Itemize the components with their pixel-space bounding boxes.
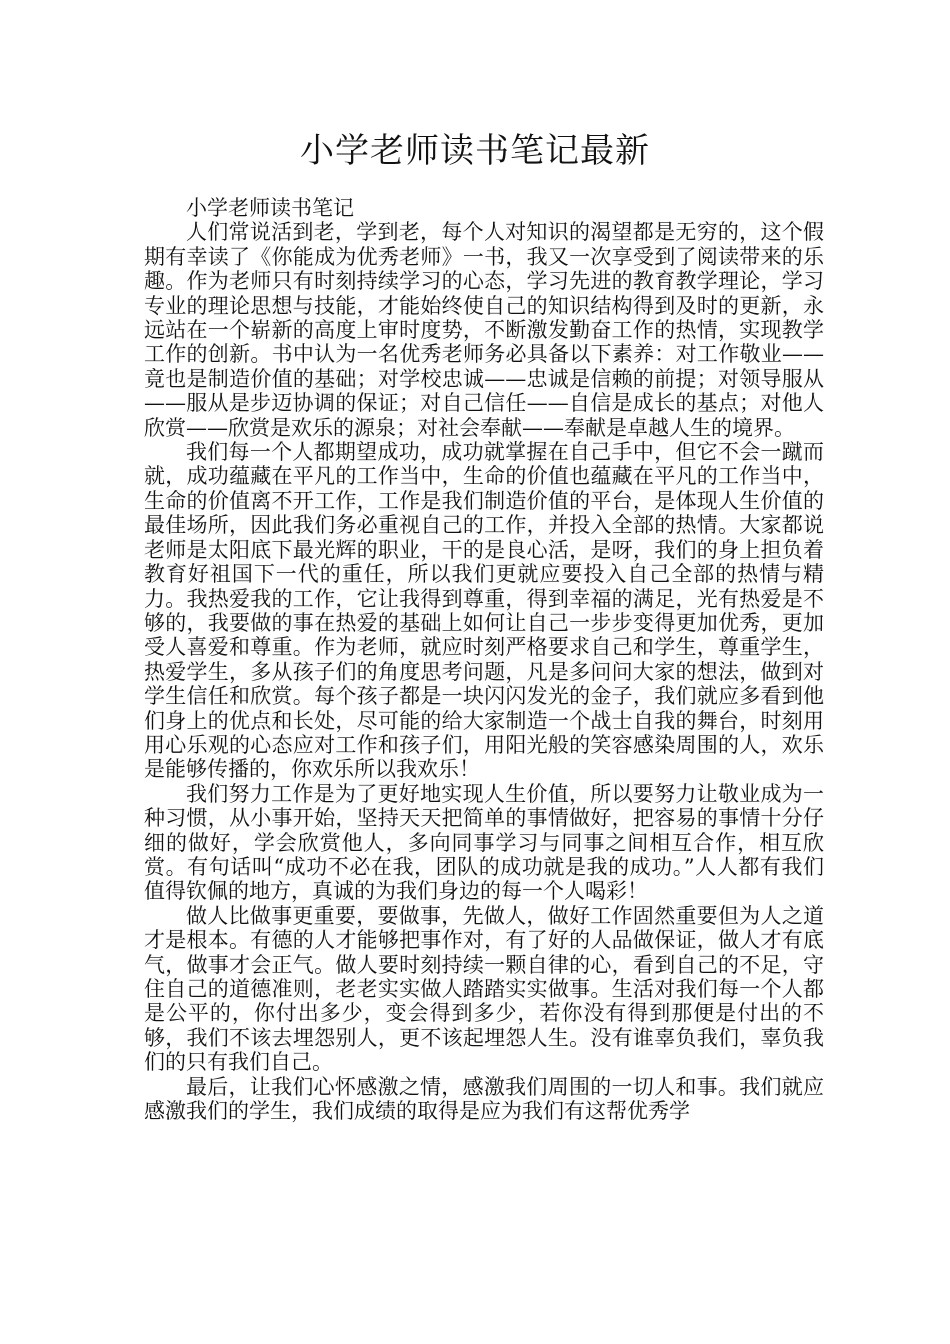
paragraph: 做人比做事更重要，要做事，先做人，做好工作固然重要但为人之道才是根本。有德的人才能够把事作对，有了好的人品做保证，做人才有底气，做事才会正气。做人要时刻持续一颗自律的心，看到自己的不足，守住自己的道德准则，老老实实做人踏踏实实做事。生活对我们每一个人都是公平的，你付出多少，变会得到多少，若你没有得到那便是付出的不够，我们不该去埋怨别人，更不该起埋怨人生。没有谁辜负我们，辜负我们的只有我们自己。 [144, 903, 824, 1075]
paragraph: 我们努力工作是为了更好地实现人生价值，所以要努力让敬业成为一种习惯，从小事开始，坚持天天把简单的事情做好，把容易的事情十分仔细的做好，学会欣赏他人，多向同事学习与同事之间相互合作，相互欣赏。有句话叫“成功不必在我，团队的成功就是我的成功。”人人都有我们值得钦佩的地方，真诚的为我们身边的每一个人喝彩！ [144, 781, 824, 904]
paragraph: 人们常说活到老，学到老，每个人对知识的渴望都是无穷的，这个假期有幸读了《你能成为优秀老师》一书，我又一次享受到了阅读带来的乐趣。作为老师只有时刻持续学习的心态，学习先进的教育教学理论，学习专业的理论思想与技能，才能始终使自己的知识结构得到及时的更新，永远站在一个崭新的高度上审时度势，不断激发勤奋工作的热情，实现教学工作的创新。书中认为一名优秀老师务必具备以下素养：对工作敬业——竟也是制造价值的基础；对学校忠诚——忠诚是信赖的前提；对领导服从——服从是步迈协调的保证；对自己信任——自信是成长的基点；对他人欣赏——欣赏是欢乐的源泉；对社会奉献——奉献是卓越人生的境界。 [144, 220, 824, 440]
paragraph: 我们每一个人都期望成功，成功就掌握在自己手中，但它不会一蹴而就，成功蕴藏在平凡的工作当中，生命的价值也蕴藏在平凡的工作当中，生命的价值离不开工作，工作是我们制造价值的平台，是体现人生价值的最佳场所，因此我们务必重视自己的工作，并投入全部的热情。大家都说老师是太阳底下最光辉的职业，干的是良心活，是呀，我们的身上担负着教育好祖国下一代的重任，所以我们更就应要投入自己全部的热情与精力。我热爱我的工作，它让我得到尊重，得到幸福的满足，光有热爱是不够的，我要做的事在热爱的基础上如何让自己一步步变得更加优秀，更加受人喜爱和尊重。作为老师，就应时刻严格要求自己和学生，尊重学生，热爱学生，多从孩子们的角度思考问题，凡是多问问大家的想法，做到对学生信任和欣赏。每个孩子都是一块闪闪发光的金子，我们就应多看到他们身上的优点和长处，尽可能的给大家制造一个战士自我的舞台，时刻用用心乐观的心态应对工作和孩子们，用阳光般的笑容感染周围的人，欢乐是能够传播的，你欢乐所以我欢乐！ [144, 440, 824, 782]
document-title: 小学老师读书笔记最新 [300, 131, 650, 171]
document-body [144, 196, 824, 1123]
paragraph: 最后，让我们心怀感激之情，感激我们周围的一切人和事。我们就应感激我们的学生，我们成绩的取得是应为我们有这帮优秀学 [144, 1074, 824, 1124]
document-subtitle: 小学老师读书笔记 [186, 196, 354, 220]
